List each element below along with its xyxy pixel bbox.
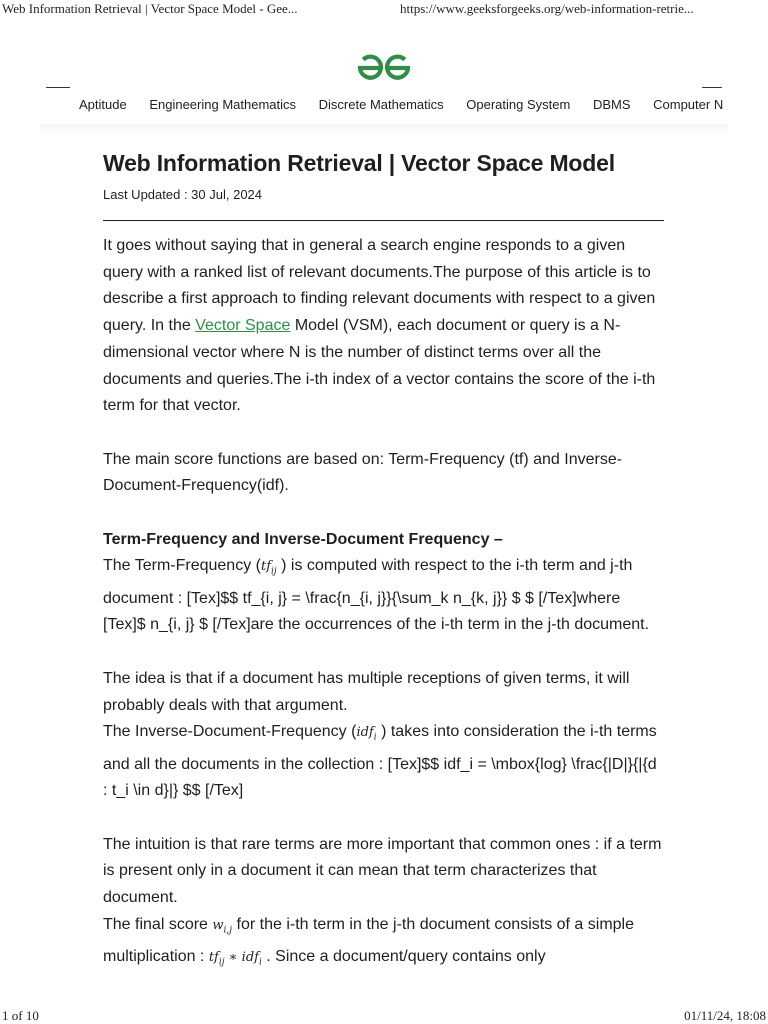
article	[103, 146, 665, 976]
math-subscript: i	[258, 957, 262, 968]
paragraph-score-functions: The main score functions are based on: Term-Frequency (tf) and Inverse-Document-Frequency(idf).	[103, 450, 623, 495]
math-symbol: idf	[241, 950, 259, 965]
top-nav	[79, 96, 724, 120]
math-symbol: idf	[356, 725, 374, 741]
nav-item-operating-system[interactable]: Operating System	[466, 97, 571, 112]
article-body	[103, 233, 665, 976]
text: for the i-th term in the j-th document consists of a simple multiplication :	[103, 915, 635, 965]
nav-item-engineering-mathematics[interactable]: Engineering Mathematics	[149, 97, 297, 112]
paragraph-final-score	[103, 912, 665, 977]
paragraph-term-frequency	[103, 553, 665, 639]
print-datetime: 01/11/24, 18:08	[684, 1008, 766, 1023]
title-divider	[103, 220, 664, 221]
text: ) is computed with respect to the i-th term and j-th document : [Tex]$$ tf_{i, j} = \frac{n_{i, j}}{\sum_k n_{k, j}} $ $ [/Tex]where [Tex]$ n_{i, j} $ [/Tex]are the occurrences of the i-th term in the j-th document.	[103, 557, 650, 634]
paragraph-intuition: The intuition is that rare terms are more important that common ones : if a term is present only in a document it can mean that term characterizes that document.	[103, 835, 662, 906]
header-shadow	[40, 124, 728, 134]
paragraph-idf	[103, 719, 665, 805]
print-footer	[0, 1008, 768, 1024]
math-operator: ∗	[224, 950, 242, 965]
print-page-title: Web Information Retrieval | Vector Space Model - Gee...	[2, 1, 298, 16]
math-tf-idf	[208, 950, 262, 968]
math-symbol: tf	[260, 559, 272, 575]
math-symbol: tf	[208, 950, 219, 965]
print-page-url: https://www.geeksforgeeks.org/web-information-retrie...	[400, 1, 694, 16]
math-subscript: ij	[218, 957, 225, 968]
text: Model (VSM), each document or query is a N-dimensional vector where N is the number of distinct terms over all the documents and queries.The i-th index of a vector contains the score of the i-th term for that vector.	[103, 317, 656, 415]
math-w	[212, 917, 233, 936]
math-subscript: ij	[271, 567, 277, 577]
heading-text: Term-Frequency and Inverse-Document Frequency –	[103, 530, 503, 548]
text: . Since a document/query contains only	[261, 948, 546, 965]
text: ) takes into consideration the i-th terms and all the documents in the collection : [Tex]$$ idf_i = \mbox{log} \frac{|D|}{|{d : t_i \in d}|} $$ [/Tex]	[103, 723, 657, 800]
nav-item-dbms[interactable]: DBMS	[592, 97, 631, 112]
nav-item-computer-networks[interactable]: Computer N	[653, 97, 724, 112]
menu-divider-left	[46, 87, 70, 88]
section-heading	[103, 527, 665, 554]
math-idf	[356, 725, 377, 743]
vector-space-link[interactable]: Vector Space	[195, 317, 291, 335]
print-header	[0, 0, 768, 18]
math-subscript: i,j	[223, 925, 233, 936]
math-tf	[260, 559, 277, 577]
page-counter: 1 of 10	[2, 1008, 39, 1023]
paragraph-intro	[103, 233, 665, 420]
menu-divider-right	[702, 87, 722, 88]
math-symbol: w	[212, 917, 224, 933]
gfg-logo-icon[interactable]	[355, 52, 413, 84]
text: It goes without saying that in general a search engine responds to a given query with a ranked list of relevant documents.The purpose of this article is to describe a first approach to finding relevant documents with respect to a given query. In the	[103, 237, 656, 335]
text: The final score	[103, 915, 213, 933]
last-updated: Last Updated : 30 Jul, 2024	[103, 187, 263, 202]
nav-item-discrete-mathematics[interactable]: Discrete Mathematics	[318, 97, 444, 112]
page-title: Web Information Retrieval | Vector Space Model	[103, 150, 615, 176]
math-subscript: i	[373, 732, 377, 743]
nav-item-aptitude[interactable]: Aptitude	[79, 97, 127, 112]
text: The Inverse-Document-Frequency (	[103, 723, 357, 741]
site-header	[40, 40, 728, 124]
paragraph-idea: The idea is that if a document has multiple receptions of given terms, it will probably deals with that argument.	[103, 669, 630, 714]
text: The Term-Frequency (	[103, 557, 261, 575]
